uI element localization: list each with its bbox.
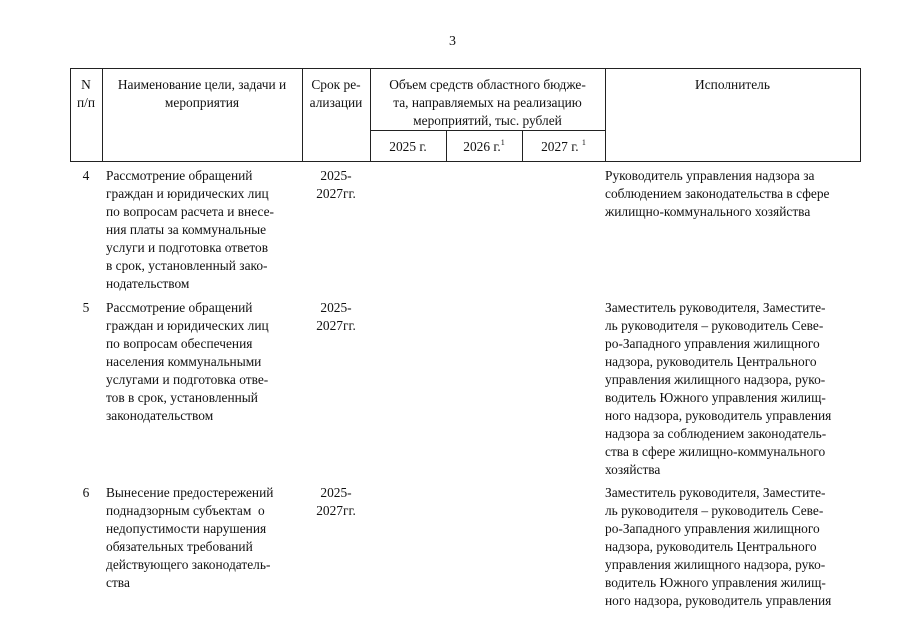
row-5-executor: Заместитель руководителя, Заместите- ль руководителя – руководитель Севе- ро-Западного управления жилищного надзора, руководитель Центрального управления жилищного надзора, руко- водитель Южного управления жилищ- ного надзора, руководитель управления надзора за соблюдением законодатель- ства в сфере жилищно-коммунального хозяйства (605, 300, 832, 477)
header-year-2027: 2027 г. $^1$ (541, 138, 586, 154)
row-4-num: 4 (82, 168, 90, 183)
row-4-term: 2025- 2027гг. (316, 168, 356, 201)
page-number: 3 (449, 34, 456, 49)
header-num: N п/п (76, 77, 96, 110)
header-executor: Исполнитель (695, 77, 770, 92)
header-name: Наименование цели, задачи и мероприятия (117, 77, 287, 110)
header-term: Срок ре- ализации (309, 77, 363, 110)
row-6-term: 2025- 2027гг. (316, 485, 356, 518)
row-4-name: Рассмотрение обращений граждан и юридических лиц по вопросам расчета и внесе- ния платы за коммунальные услуги и подготовка ответов в срок, установленный зако- нодательством (106, 168, 274, 291)
header-year-2025: 2025 г. (389, 139, 427, 154)
header-year-2026: 2026 г.$^1$ (463, 138, 505, 154)
row-5-term: 2025- 2027гг. (316, 300, 356, 333)
row-6-executor: Заместитель руководителя, Заместите- ль руководителя – руководитель Севе- ро-Западного управления жилищного надзора, руководитель Центрального управления жилищного надзора, руко- водитель Южного управления жилищ- ного надзора, руководитель управления (605, 485, 832, 608)
header-budget: Объем средств областного бюдже- та, направляемых на реализацию мероприятий, тыс. рублей (389, 77, 586, 128)
row-4-executor: Руководитель управления надзора за соблюдением законодательства в сфере жилищно-коммунального хозяйства (605, 168, 830, 219)
row-6-name: Вынесение предостережений поднадзорным субъектам о недопустимости нарушения обязательных требований действующего законодатель- ства (106, 485, 274, 590)
row-5-num: 5 (82, 300, 90, 315)
row-5-name: Рассмотрение обращений граждан и юридических лиц по вопросам обеспечения населения коммунальными услугами и подготовка отве- тов в срок, установленный законодательством (106, 300, 269, 423)
row-6-num: 6 (82, 485, 90, 500)
